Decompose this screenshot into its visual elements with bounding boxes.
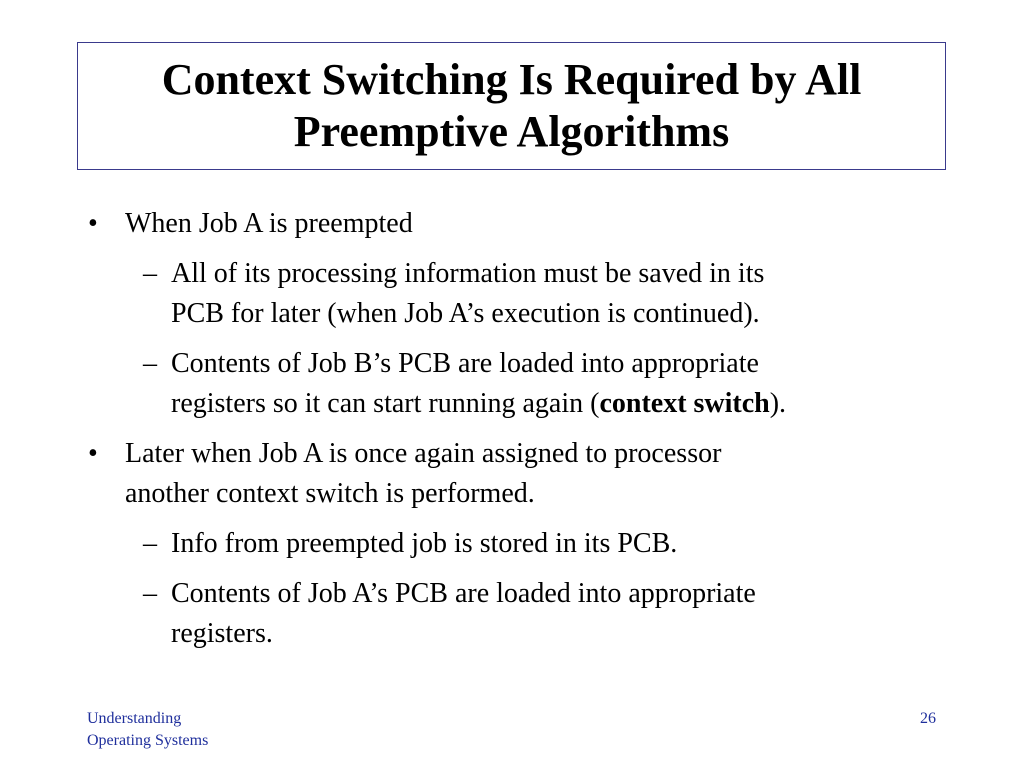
footer-book-title [87, 708, 208, 752]
sub-bullet-marker-1-2: – [143, 348, 157, 379]
sub-bullet-1-2-line-2 [171, 388, 786, 420]
sub-bullet-1-2-line-2-pre: registers so it can start running again ( [171, 388, 600, 419]
slide-title-line-2: Preemptive Algorithms [293, 107, 730, 156]
slide-page-number: 26 [920, 710, 936, 727]
sub-bullet-marker-1-1: – [143, 258, 157, 289]
sub-bullet-2-2-line-1: Contents of Job A’s PCB are loaded into appropriate [171, 578, 756, 609]
sub-bullet-marker-2-1: – [143, 528, 157, 559]
footer-book-title-line-2: Operating Systems [87, 732, 209, 749]
footer-book-title-line-1: Understanding [87, 710, 182, 727]
slide-title-line-1: Context Switching Is Required by All [161, 55, 862, 104]
bullet-2-line-1: Later when Job A is once again assigned to processor [125, 438, 722, 469]
bullet-1-text: When Job A is preempted [125, 208, 413, 239]
sub-bullet-1-1-line-2: PCB for later (when Job A’s execution is continued). [171, 298, 760, 329]
bullet-marker-1: • [88, 208, 98, 239]
sub-bullet-2-2-line-2: registers. [171, 618, 273, 649]
sub-bullet-marker-2-2: – [143, 578, 157, 609]
bullet-2-line-2: another context switch is performed. [125, 478, 535, 509]
sub-bullet-1-2-line-2-post: ). [769, 388, 787, 419]
sub-bullet-1-2-line-1: Contents of Job B’s PCB are loaded into appropriate [171, 348, 759, 379]
sub-bullet-1-1-line-1: All of its processing information must be saved in its [171, 258, 765, 289]
bullet-marker-2: • [88, 438, 98, 469]
sub-bullet-2-1-text: Info from preempted job is stored in its PCB. [171, 528, 678, 559]
context-switch-term: context switch [599, 388, 770, 419]
